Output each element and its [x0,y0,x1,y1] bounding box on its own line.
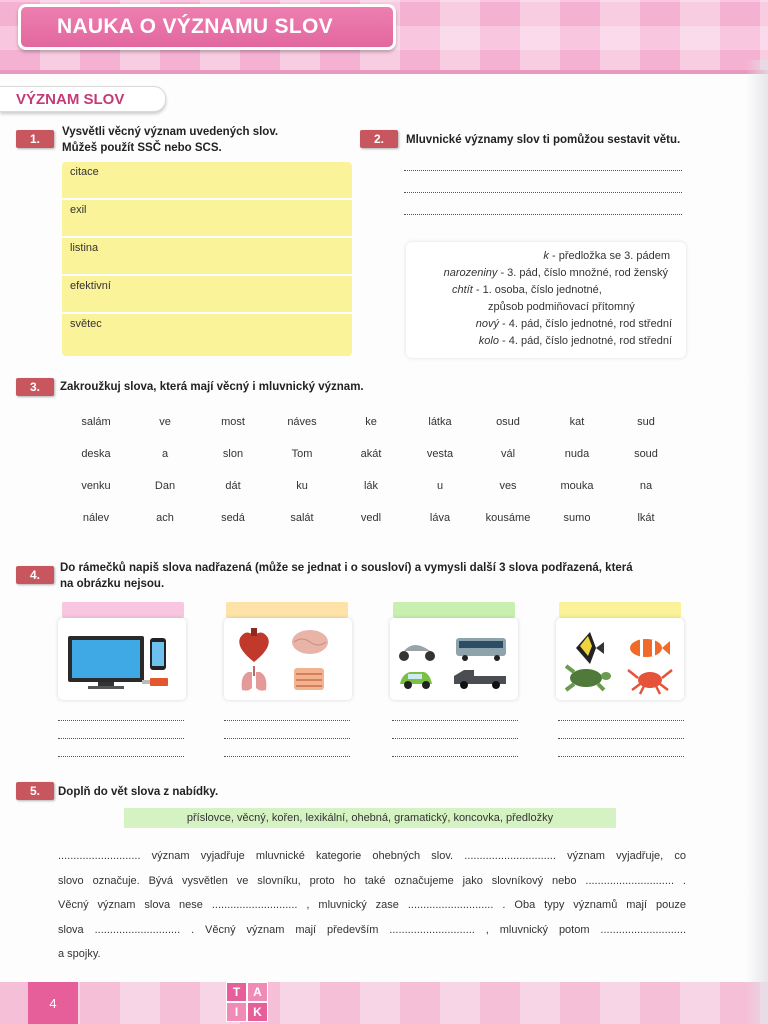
answer-line[interactable] [58,720,184,721]
task-1-instruction-line2: Můžeš použít SSČ nebo SCS. [62,142,222,154]
footer-band [0,982,768,1024]
chapter-title: NAUKA O VÝZNAMU SLOV [18,4,396,50]
answer-line[interactable] [404,214,682,215]
grid-word[interactable]: lkát [637,512,655,524]
grid-word[interactable]: u [436,480,444,492]
task-3-instruction: Zakroužkuj slova, která mají věcný i mluvnický význam. [60,381,364,393]
grid-word[interactable]: nálev [82,512,110,524]
tv-monitor-phone-usb-icon [58,618,186,700]
grid-word[interactable]: Dan [154,480,176,492]
grid-word[interactable]: náves [287,416,317,428]
answer-line[interactable] [224,720,350,721]
grid-word[interactable]: ves [499,480,517,492]
term-label: světec [70,318,102,330]
grid-word[interactable]: Tom [291,448,313,460]
answer-line[interactable] [558,738,684,739]
paragraph-line: a spojky. [58,948,101,961]
grid-word[interactable]: lák [363,480,379,492]
grid-word[interactable]: vedl [360,512,382,524]
task-5-instruction: Doplň do vět slova z nabídky. [58,786,219,798]
term-label: citace [70,166,99,178]
answer-line[interactable] [404,192,682,193]
paragraph-line: slovo označuje. Bývá vysvětlen ve slovníku, proto ho také označujeme jako slovníkový nebo ............................. . [58,874,686,887]
answer-row[interactable] [62,238,352,276]
task-2-instruction: Mluvnické významy slov ti pomůžou sestavit větu. [406,134,681,146]
fish-clownfish-turtle-crab-icon [556,618,684,700]
task-1-number: 1. [16,130,54,148]
answer-line[interactable] [58,756,184,757]
answer-line[interactable] [224,756,350,757]
category-label-box[interactable] [62,602,184,618]
section-title: VÝZNAM SLOV [0,86,166,112]
hint-line: k - předložka se 3. pádem [543,250,670,262]
fill-in-paragraph[interactable] [58,844,686,967]
scooter-bus-car-pickup-icon [390,618,518,700]
task-1-instruction-line1: Vysvětli věcný význam uvedených slov. [62,126,279,138]
term-label: listina [70,242,99,254]
task-4-instruction [60,560,700,592]
grid-word[interactable]: deska [81,448,111,460]
grid-word[interactable]: a [161,448,169,460]
grid-word[interactable]: mouka [560,480,594,492]
task-4-number: 4. [16,566,54,584]
answer-row[interactable] [62,200,352,238]
term-label: exil [70,204,87,216]
grid-word[interactable]: ku [296,480,308,492]
paragraph-line: Věcný význam slova nese ............................ , mluvnický zase ............................ . Oba typy významů mají pouze [58,899,686,912]
takik-logo: T A I K [226,982,270,1024]
answer-line[interactable] [404,170,682,171]
grid-word[interactable]: vesta [426,448,454,460]
grid-word[interactable]: kousáme [485,512,531,524]
grid-word[interactable]: vál [500,448,516,460]
grid-word[interactable]: akát [360,448,382,460]
task-1-answer-box [62,162,352,356]
grid-word[interactable]: sedá [221,512,245,524]
task-2-number: 2. [360,130,398,148]
answer-row[interactable] [62,276,352,314]
grid-word[interactable]: ve [159,416,171,428]
category-label-box[interactable] [393,602,515,618]
grid-word[interactable]: slon [222,448,244,460]
grid-word[interactable]: venku [81,480,111,492]
answer-line[interactable] [558,756,684,757]
answer-line[interactable] [558,720,684,721]
grid-word[interactable]: ke [365,416,377,428]
hint-line: nový - 4. pád, číslo jednotné, rod střední [475,318,672,330]
hint-line: způsob podmiňovací přítomný [488,301,635,313]
grid-word[interactable]: dát [225,480,241,492]
answer-row[interactable] [62,162,352,200]
task-1-instruction [62,124,278,156]
grid-word[interactable]: sud [637,416,655,428]
grid-word[interactable]: na [639,480,653,492]
task-4-instruction-line1: Do rámečků napiš slova nadřazená (může se jednat i o sousloví) a vymysli další 3 slova podřazená, která [60,562,633,574]
hint-line: chtít - 1. osoba, číslo jednotné, [452,284,602,296]
answer-line[interactable] [224,738,350,739]
answer-line[interactable] [392,720,518,721]
category-label-box[interactable] [559,602,681,618]
paragraph-line: ........................... význam vyjadřuje mluvnické kategorie ohebných slov. .............................. význam vyjadřuje, co [58,850,686,862]
answer-line[interactable] [392,756,518,757]
page-spine-shadow [746,60,768,1024]
grid-word[interactable]: kat [569,416,585,428]
answer-line[interactable] [58,738,184,739]
grid-word[interactable]: sumo [563,512,591,524]
grid-word[interactable]: ach [156,512,174,524]
word-bank: příslovce, věcný, kořen, lexikální, ohebná, gramatický, koncovka, předložky [124,808,616,828]
paragraph-line: slova ............................ . Věcný význam mají především ............................ , mluvnický potom ............................ [58,923,686,936]
task-5-number: 5. [16,782,54,800]
task-4-instruction-line2: na obrázku nejsou. [60,578,165,590]
grid-word[interactable]: salám [81,416,111,428]
grid-word[interactable]: osud [496,416,520,428]
hint-line: kolo - 4. pád, číslo jednotné, rod střední [478,335,672,347]
task-3-number: 3. [16,378,54,396]
answer-row[interactable] [62,314,352,352]
hint-line: narozeniny - 3. pád, číslo množné, rod ženský [443,267,668,279]
page-number: 4 [28,982,78,1024]
grammar-hints-card [406,242,686,358]
grid-word[interactable]: látka [428,416,452,428]
grid-word[interactable]: soud [634,448,658,460]
grid-word[interactable]: most [221,416,245,428]
grid-word[interactable]: láva [429,512,451,524]
grid-word[interactable]: salát [290,512,314,524]
term-label: efektivní [70,280,111,292]
grid-word[interactable]: nuda [564,448,590,460]
answer-line[interactable] [392,738,518,739]
category-label-box[interactable] [226,602,348,618]
heart-brain-lungs-skin-icon [224,618,352,700]
